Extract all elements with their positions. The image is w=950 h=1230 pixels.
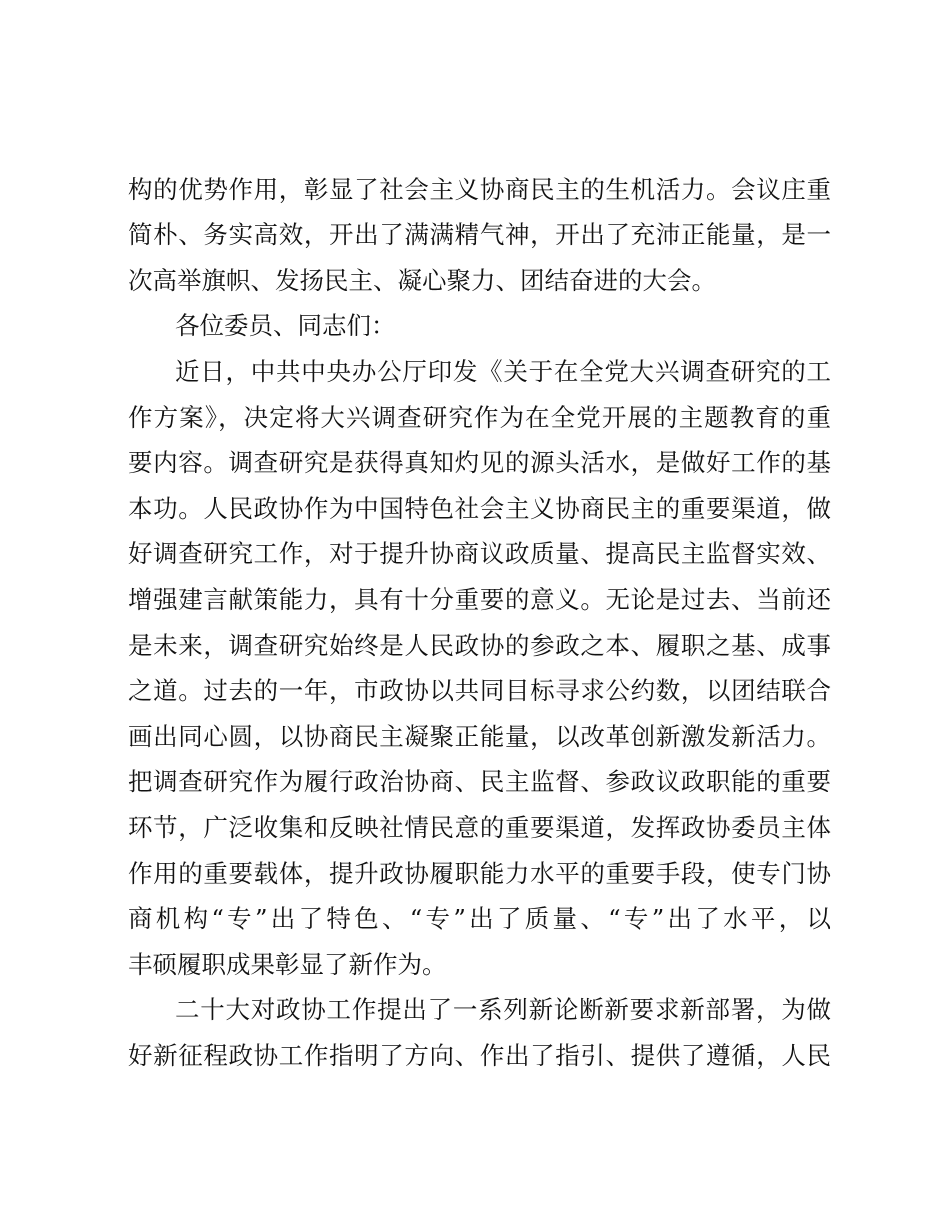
- text-line-19: 二十大对政协工作提出了一系列新论断新要求新部署，为做: [175, 995, 831, 1024]
- text-line-18: 丰硕履职成果彰显了新作为。: [128, 950, 447, 979]
- text-line-5: 近日，中共中央办公厅印发《关于在全党大兴调查研究的工: [175, 357, 831, 386]
- text-line-17: 商机构“专”出了特色、“专”出了质量、“专”出了水平，以: [128, 904, 831, 933]
- salutation-line: 各位委员、同志们：: [175, 311, 396, 340]
- text-line-11: 是未来，调查研究始终是人民政协的参政之本、履职之基、成事: [128, 631, 831, 660]
- text-line-10: 增强建言献策能力，具有十分重要的意义。无论是过去、当前还: [128, 585, 831, 614]
- text-line-9: 好调查研究工作，对于提升协商议政质量、提高民主监督实效、: [128, 539, 831, 568]
- text-line-8: 本功。人民政协作为中国特色社会主义协商民主的重要渠道，做: [128, 494, 831, 523]
- text-line-13: 画出同心圆，以协商民主凝聚正能量，以改革创新激发新活力。: [128, 722, 831, 751]
- text-line-7: 要内容。调查研究是获得真知灼见的源头活水，是做好工作的基: [128, 448, 831, 477]
- text-line-6: 作方案》，决定将大兴调查研究作为在全党开展的主题教育的重: [128, 403, 831, 432]
- text-line-16: 作用的重要载体，提升政协履职能力水平的重要手段，使专门协: [128, 859, 831, 888]
- text-line-1: 构的优势作用，彰显了社会主义协商民主的生机活力。会议庄重: [128, 175, 831, 204]
- text-line-2: 简朴、务实高效，开出了满满精气神，开出了充沛正能量，是一: [128, 220, 831, 249]
- text-line-15: 环节，广泛收集和反映社情民意的重要渠道，发挥政协委员主体: [128, 813, 831, 842]
- text-line-12: 之道。过去的一年，市政协以共同目标寻求公约数，以团结联合: [128, 676, 831, 705]
- text-line-14: 把调查研究作为履行政治协商、民主监督、参政议政职能的重要: [128, 767, 831, 796]
- text-line-3: 次高举旗帜、发扬民主、凝心聚力、团结奋进的大会。: [128, 266, 716, 295]
- text-line-20: 好新征程政协工作指明了方向、作出了指引、提供了遵循，人民: [128, 1041, 831, 1070]
